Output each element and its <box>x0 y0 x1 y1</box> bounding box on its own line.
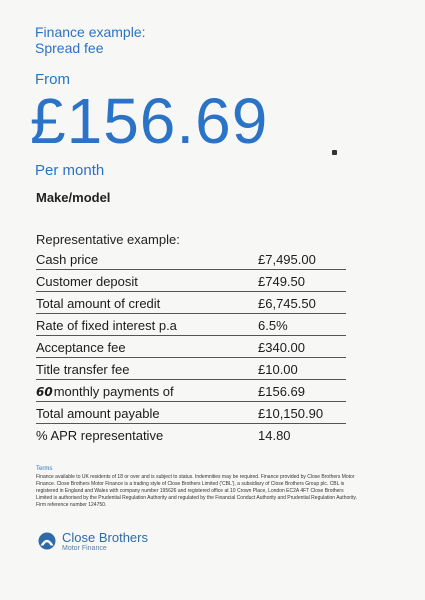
close-brothers-logo <box>38 530 168 556</box>
row-label <box>36 428 163 443</box>
row-value: £749.50 <box>258 274 305 289</box>
row-label <box>36 406 160 421</box>
row-label <box>36 274 138 289</box>
representative-example-title: Representative example: <box>36 232 180 247</box>
table-row <box>36 248 346 270</box>
row-value: £10.00 <box>258 362 298 377</box>
row-label <box>36 296 160 311</box>
terms-text: Finance available to UK residents of 18 or over and is subject to status. Indemnities may be required. Finance provided by Close Brothers Motor Finance. Close Brothers Motor Finance is a trading style of Close Brothers Limited ('CBL'), a subsidiary of Close Brothers Group plc. CBL is registered in England and Wales with company number 195626 and registered office at 10 Crown Place, London EC2A 4FT Close Brothers Limited is authorised by the Prudential Regulation Authority and regulated by the Financial Conduct Authority and Prudential Regulation Authority. Firm reference number 124750. <box>36 474 357 508</box>
table-row <box>36 292 346 314</box>
table-row <box>36 424 346 445</box>
row-value: 14.80 <box>258 428 291 443</box>
row-label <box>36 384 174 399</box>
row-value: £7,495.00 <box>258 252 316 267</box>
finance-table <box>36 248 346 445</box>
registered-mark <box>332 150 337 155</box>
row-value: £6,745.50 <box>258 296 316 311</box>
row-label <box>36 362 129 377</box>
row-value: 6.5% <box>258 318 288 333</box>
terms-title: Terms <box>36 466 53 472</box>
table-row <box>36 336 346 358</box>
row-label <box>36 252 98 267</box>
logo-name: Close Brothers <box>62 530 148 545</box>
logo-subtitle: Motor Finance <box>62 545 107 552</box>
table-row <box>36 380 346 402</box>
table-row <box>36 402 346 424</box>
from-label: From <box>35 71 70 88</box>
row-value: £10,150.90 <box>258 406 324 421</box>
row-label-text: monthly payments of <box>53 384 174 399</box>
monthly-price: £156.69 <box>30 85 269 157</box>
table-row <box>36 270 346 292</box>
row-label-text: Rate of fixed interest p.a <box>36 318 177 333</box>
row-value: £340.00 <box>258 340 305 355</box>
row-label <box>36 318 177 333</box>
per-month-label: Per month <box>35 162 105 179</box>
heading-finance-example: Finance example: <box>35 24 146 40</box>
close-brothers-logo-icon <box>38 532 56 550</box>
row-label-text: Title transfer fee <box>36 362 130 377</box>
row-label-text: Customer deposit <box>36 274 138 289</box>
row-value: £156.69 <box>258 384 305 399</box>
table-row <box>36 314 346 336</box>
make-model-label: Make/model <box>36 190 111 205</box>
table-row <box>36 358 346 380</box>
row-label-text: Total amount payable <box>36 406 160 421</box>
handwritten-term-months: 60 <box>36 385 53 399</box>
row-label-text: Total amount of credit <box>36 296 161 311</box>
row-label <box>36 340 126 355</box>
row-label-text: Acceptance fee <box>36 340 126 355</box>
heading-spread-fee: Spread fee <box>35 40 104 56</box>
row-label-text: % APR representative <box>36 428 164 443</box>
row-label-text: Cash price <box>36 252 99 267</box>
